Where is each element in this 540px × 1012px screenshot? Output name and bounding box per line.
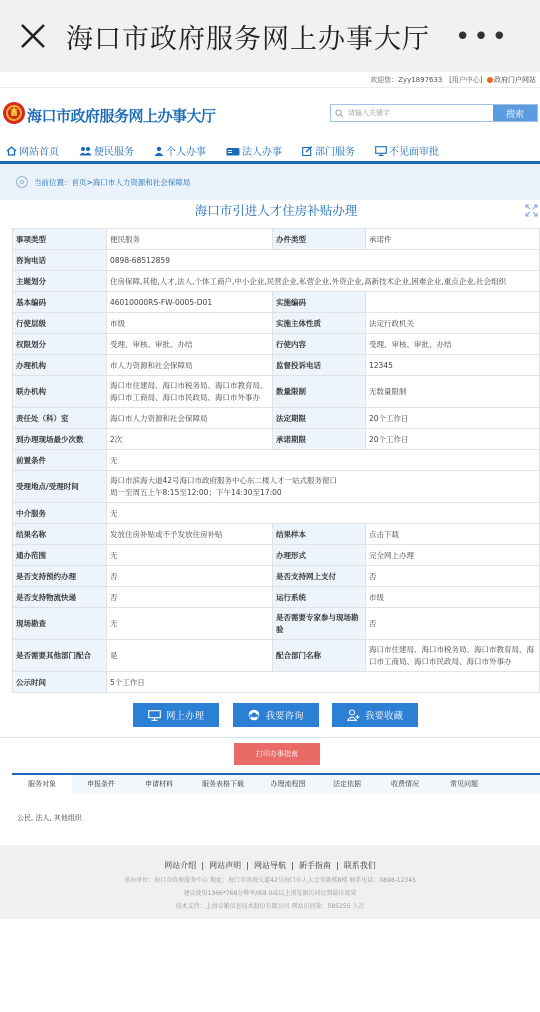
table-row [13,640,540,672]
row-key: 公示时间 [13,672,107,693]
guide-section [0,737,540,840]
row-value: 无 [107,503,540,524]
footer-support: 技术支持：上海卓繁信息技术股份有限公司 网站访问量：585255 人次 [175,903,365,910]
footer-browser-note: 建议使用1366*768分辨率/IE8.0或以上浏览器访问达到最佳效果 [183,890,357,897]
row-value: 住房保障,其他,人才,法人,个体工商户,中小企业,民营企业,私营企业,外资企业,高新技术企业,困难企业,重点企业,社会组织 [107,271,540,292]
nav-item-no-meeting[interactable]: 不见面审批 [375,143,439,158]
breadcrumb-current[interactable]: 海口市人力资源和社会保障局 [92,177,191,187]
row-key: 主题划分 [13,271,107,292]
footer-link-statement[interactable]: 网站声明 [209,861,242,870]
row-key: 运行系统 [273,587,366,608]
row-key: 结果样本 [273,524,366,545]
row-key: 监督投诉电话 [273,355,366,376]
row-key: 是否需要专家参与现场勘验 [273,608,366,640]
row-value: 市级 [107,313,273,334]
footer-link-about[interactable]: 网站介绍 [164,861,197,870]
computer-icon [148,710,161,721]
search-icon [335,109,344,118]
print-guide-button[interactable]: 打印办事指南 [234,743,320,765]
row-key: 前置条件 [13,450,107,471]
row-value: 无 [107,608,273,640]
consult-button[interactable]: 我要咨询 [233,703,319,727]
nav-item-personal[interactable]: 个人办事 [154,143,206,158]
service-info-table [12,228,540,693]
corporate-icon [226,146,240,156]
row-key: 是否支持物流快递 [13,587,107,608]
row-key: 是否支持预约办理 [13,566,107,587]
row-key: 受理地点/受理时间 [13,471,107,503]
tab-conditions[interactable]: 申报条件 [87,780,115,788]
row-key: 到办理现场最少次数 [13,429,107,450]
row-value: 否 [107,587,273,608]
action-buttons [0,703,540,727]
tab-service-target[interactable]: 服务对象 [12,775,72,793]
row-value: 市人力资源和社会保障局 [107,355,273,376]
row-value: 便民服务 [107,229,273,250]
tab-content: 公民, 法人, 其他组织 [17,814,82,822]
table-row [13,250,540,271]
tab-flowchart[interactable]: 办理流程图 [270,780,306,788]
table-row [13,429,540,450]
edit-icon [302,146,313,156]
footer-link-sitemap[interactable]: 网站导航 [254,861,286,870]
table-row [13,471,540,503]
row-value: 海口市住建局、海口市税务局、海口市教育局、海口市工商局、海口市民政局、海口市外事办 [107,376,273,408]
tab-materials[interactable]: 申请材料 [145,780,173,788]
table-row [13,334,540,355]
row-value: 受理、审核、审批、办结 [107,334,273,355]
search-button[interactable]: 搜索 [493,105,537,121]
welcome-text: 欢迎您：Zyy1897633 [370,76,443,84]
online-apply-button[interactable]: 网上办理 [133,703,219,727]
fullscreen-icon[interactable] [525,204,538,217]
row-value: 法定行政机关 [366,313,540,334]
table-row [13,229,540,250]
footer-link-guide[interactable]: 新手指南 [298,861,331,870]
table-row [13,271,540,292]
headset-icon [248,709,260,721]
gov-portal-link[interactable]: 政府门户网站 [487,76,536,84]
row-key: 是否支持网上支付 [273,566,366,587]
row-key: 办理形式 [273,545,366,566]
home-icon [6,146,17,156]
row-value: 20个工作日 [366,408,540,429]
tab-faq[interactable]: 常见问题 [450,780,478,788]
breadcrumb-label: 当前位置： [34,177,72,187]
tab-fees[interactable]: 收费情况 [391,780,419,788]
portal-dot-icon [487,77,493,83]
row-key: 是否需要其他部门配合 [13,640,107,672]
row-value: 否 [366,566,540,587]
person-icon [154,146,164,156]
site-header [0,88,540,140]
row-value: 完全网上办理 [366,545,540,566]
tab-form-download[interactable]: 服务表格下载 [202,780,244,788]
row-value: 海口市住建局、海口市税务局、海口市教育局、海口市工商局、海口市民政局、海口市外事办 [366,640,540,672]
search-box [330,104,538,122]
footer-organizer: 承办单位：海口市政府服务中心 地址：海口市滨海大道42号海口市人大会堂副楼8楼 联系电话：0898-12345 [124,877,416,884]
download-sample-link[interactable]: 点击下载 [366,524,540,545]
breadcrumb-home[interactable]: 首页 [71,177,87,187]
table-row [13,292,540,313]
row-value: 否 [107,566,273,587]
main-nav [0,140,540,164]
row-key: 中介服务 [13,503,107,524]
row-key: 办件类型 [273,229,366,250]
user-center-link[interactable]: [用户中心] [449,76,483,84]
row-value [366,292,540,313]
row-value: 是 [107,640,273,672]
row-key: 基本编码 [13,292,107,313]
site-footer [0,845,540,919]
row-key: 行使内容 [273,334,366,355]
app-bar [0,0,540,72]
service-title: 海口市引进人才住房补贴办理 [12,194,540,228]
table-row [13,608,540,640]
row-value: 46010000RS-FW-0005-D01 [107,292,273,313]
close-icon[interactable] [0,0,66,72]
page-title: 海口市政府服务网上办事大厅 [66,23,430,55]
table-row [13,672,540,693]
row-key: 权限划分 [13,334,107,355]
table-row [13,313,540,334]
row-key: 责任处（科）室 [13,408,107,429]
row-key: 实施主体性质 [273,313,366,334]
row-value: 0898-68512859 [107,250,540,271]
location-text: 海口市滨海大道42号海口市政府服务中心东二楼人才一站式服务窗口 [110,476,338,486]
row-key: 配合部门名称 [273,640,366,672]
row-value: 承诺件 [366,229,540,250]
table-row [13,545,540,566]
row-value: 5个工作日 [107,672,540,693]
row-value: 无 [107,545,273,566]
row-value: 无数量限制 [366,376,540,408]
table-row [13,450,540,471]
row-value: 2次 [107,429,273,450]
table-row [13,524,540,545]
row-key: 结果名称 [13,524,107,545]
row-value: 12345 [366,355,540,376]
more-options-icon[interactable]: ••• [454,22,510,52]
row-value: 否 [366,608,540,640]
row-key: 通办范围 [13,545,107,566]
table-row [13,376,540,408]
table-row [13,355,540,376]
row-value: 受理、审核、审批、办结 [366,334,540,355]
favorite-button[interactable]: 我要收藏 [332,703,418,727]
location-icon [16,176,28,188]
row-key: 现场勘查 [13,608,107,640]
row-key: 行使层级 [13,313,107,334]
search-input[interactable]: 请输入关键字 [331,105,493,121]
nav-item-department[interactable]: 部门服务 [302,143,355,158]
row-key: 事项类型 [13,229,107,250]
breadcrumb-separator: > [86,177,93,187]
user-add-icon [347,709,360,721]
table-row [13,566,540,587]
row-key: 实施编码 [273,292,366,313]
nav-item-home[interactable]: 网站首页 [6,143,59,158]
nav-item-corporate[interactable]: 法人办事 [226,143,282,158]
row-key: 联办机构 [13,376,107,408]
row-value: 无 [107,450,540,471]
table-row [13,408,540,429]
hours-text: 周一至周五上午8:15至12:00；下午14:30至17:00 [110,487,282,497]
footer-links: 网站介绍 | 网站声明 | 网站导航 | 新手指南 | 联系我们 [164,861,376,870]
nav-item-public-service[interactable]: 便民服务 [79,143,134,158]
site-logo-text[interactable]: 海口市政府服务网上办事大厅 [27,107,216,125]
row-value: 市级 [366,587,540,608]
row-key: 承诺期限 [273,429,366,450]
table-row [13,503,540,524]
table-row [13,587,540,608]
footer-link-contact[interactable]: 联系我们 [343,861,376,870]
monitor-icon [375,146,387,156]
tab-legal-basis[interactable]: 法定依据 [333,780,361,788]
top-strip [0,72,540,88]
row-value: 20个工作日 [366,429,540,450]
row-key: 法定期限 [273,408,366,429]
row-value: 发放住房补贴或不予发放住房补贴 [107,524,273,545]
row-key: 办理机构 [13,355,107,376]
guide-tabs [12,773,540,793]
row-key: 咨询电话 [13,250,107,271]
people-icon [79,146,92,156]
row-value [107,471,540,503]
row-key: 数量限制 [273,376,366,408]
national-emblem-icon [2,100,26,126]
row-value: 海口市人力资源和社会保障局 [107,408,273,429]
service-detail-panel [12,194,540,693]
